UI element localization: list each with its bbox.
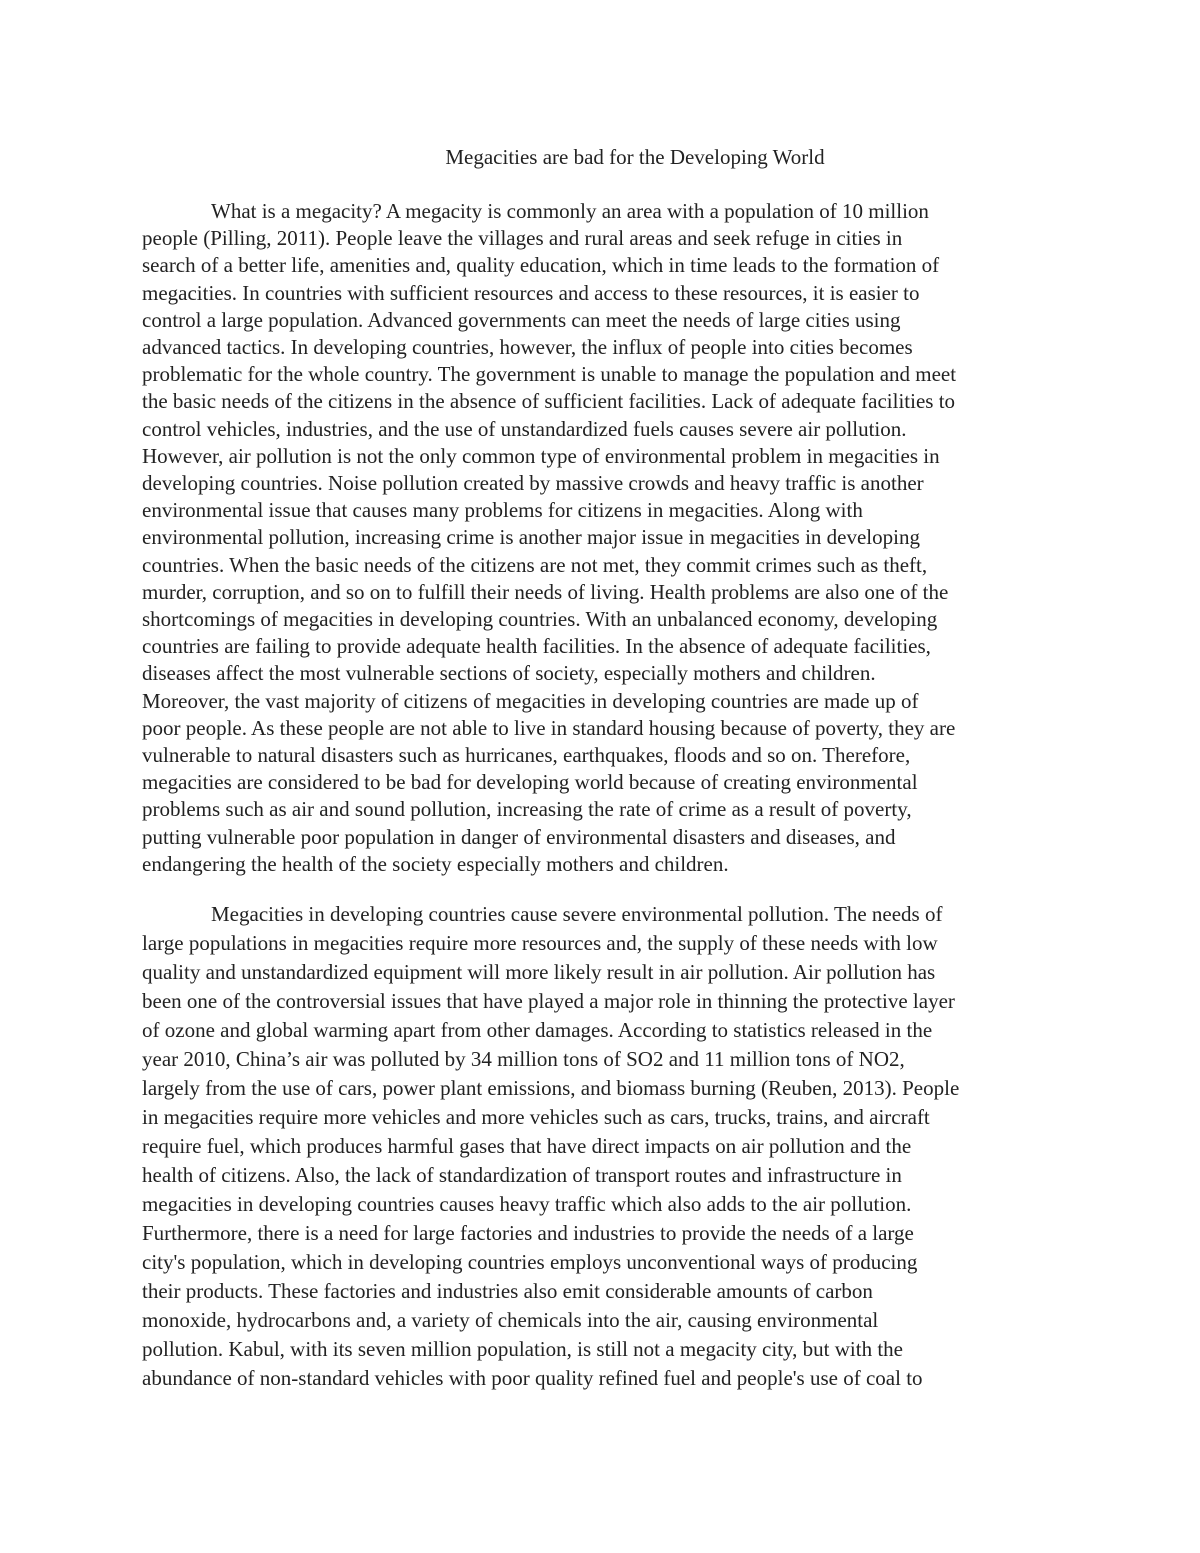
paragraph-line: endangering the health of the society especially mothers and children. xyxy=(142,851,729,876)
paragraph-line: countries are failing to provide adequate health facilities. In the absence of adequate facilities, xyxy=(142,634,931,659)
paragraph-line: problematic for the whole country. The government is unable to manage the population and meet xyxy=(142,362,957,387)
paragraph-line: quality and unstandardized equipment will more likely result in air pollution. Air pollution has xyxy=(142,960,936,984)
paragraph-line: year 2010, China’s air was polluted by 34 million tons of SO2 and 11 million tons of NO2, xyxy=(142,1047,905,1071)
paragraph-line: poor people. As these people are not able to live in standard housing because of poverty, they are xyxy=(142,715,956,740)
paragraph-line: pollution. Kabul, with its seven million population, is still not a megacity city, but with the xyxy=(142,1337,903,1361)
paragraph-line: problems such as air and sound pollution, increasing the rate of crime as a result of poverty, xyxy=(142,797,912,822)
paragraph-2 xyxy=(142,900,1062,1393)
paragraph-line: search of a better life, amenities and, quality education, which in time leads to the formation of xyxy=(142,253,940,278)
paragraph-line: diseases affect the most vulnerable sections of society, especially mothers and children. xyxy=(142,661,876,686)
paragraph-line: megacities in developing countries causes heavy traffic which also adds to the air pollution. xyxy=(142,1192,912,1216)
paragraph-line: megacities are considered to be bad for developing world because of creating environmental xyxy=(142,770,918,795)
paragraph-line: Furthermore, there is a need for large factories and industries to provide the needs of a large xyxy=(142,1221,914,1245)
paragraph-line: developing countries. Noise pollution created by massive crowds and heavy traffic is another xyxy=(142,471,924,496)
document-title: Megacities are bad for the Developing World xyxy=(445,145,825,169)
paragraph-line: been one of the controversial issues that have played a major role in thinning the protective layer xyxy=(142,989,955,1013)
paragraph-1 xyxy=(142,198,1062,878)
paragraph-line: people (Pilling, 2011). People leave the villages and rural areas and seek refuge in cities in xyxy=(142,226,903,251)
paragraph-line: Megacities in developing countries cause severe environmental pollution. The needs of xyxy=(211,902,943,926)
paragraph-line: What is a megacity? A megacity is commonly an area with a population of 10 million xyxy=(211,199,929,223)
paragraph-line: However, air pollution is not the only common type of environmental problem in megacities in xyxy=(142,443,940,468)
paragraph-line: abundance of non-standard vehicles with poor quality refined fuel and people's use of coal to xyxy=(142,1366,923,1390)
paragraph-line: countries. When the basic needs of the citizens are not met, they commit crimes such as theft, xyxy=(142,552,928,577)
paragraph-line: Moreover, the vast majority of citizens of megacities in developing countries are made up of xyxy=(142,688,919,713)
paragraph-line: vulnerable to natural disasters such as hurricanes, earthquakes, floods and so on. Therefore, xyxy=(142,743,911,768)
paragraph-line: murder, corruption, and so on to fulfill their needs of living. Health problems are also one of the xyxy=(142,579,949,604)
paragraph-line: their products. These factories and industries also emit considerable amounts of carbon xyxy=(142,1279,873,1303)
paragraph-line: of ozone and global warming apart from other damages. According to statistics released in the xyxy=(142,1018,933,1042)
paragraph-line: shortcomings of megacities in developing countries. With an unbalanced economy, developing xyxy=(142,607,938,632)
paragraph-line: city's population, which in developing countries employs unconventional ways of producing xyxy=(142,1250,918,1274)
paragraph-line: advanced tactics. In developing countries, however, the influx of people into cities becomes xyxy=(142,335,913,360)
paragraph-line: in megacities require more vehicles and more vehicles such as cars, trucks, trains, and aircraft xyxy=(142,1105,930,1129)
paragraph-line: the basic needs of the citizens in the absence of sufficient facilities. Lack of adequate facilities to xyxy=(142,389,956,414)
paragraph-line: environmental pollution, increasing crime is another major issue in megacities in developing xyxy=(142,525,920,550)
paragraph-line: megacities. In countries with sufficient resources and access to these resources, it is easier to xyxy=(142,280,920,305)
paragraph-line: monoxide, hydrocarbons and, a variety of chemicals into the air, causing environmental xyxy=(142,1308,879,1332)
paragraph-line: control vehicles, industries, and the use of unstandardized fuels causes severe air pollution. xyxy=(142,416,907,441)
paragraph-line: health of citizens. Also, the lack of standardization of transport routes and infrastructure in xyxy=(142,1163,902,1187)
paragraph-line: large populations in megacities require more resources and, the supply of these needs with low xyxy=(142,931,938,955)
paragraph-line: environmental issue that causes many problems for citizens in megacities. Along with xyxy=(142,498,863,523)
paragraph-line: putting vulnerable poor population in danger of environmental disasters and diseases, and xyxy=(142,824,896,849)
paragraph-line: require fuel, which produces harmful gases that have direct impacts on air pollution and the xyxy=(142,1134,912,1158)
paragraph-line: largely from the use of cars, power plant emissions, and biomass burning (Reuben, 2013). People xyxy=(142,1076,960,1100)
paragraph-line: control a large population. Advanced governments can meet the needs of large cities using xyxy=(142,307,901,332)
